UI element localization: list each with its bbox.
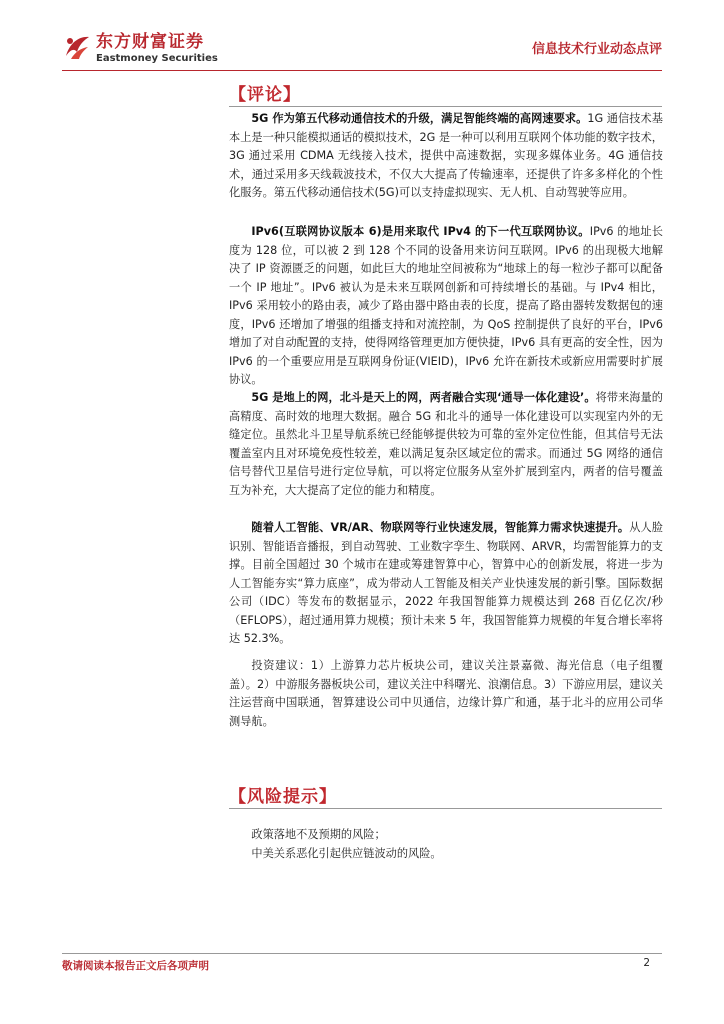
paragraph-body: 1G 通信技术基本上是一种只能模拟通话的模拟技术，2G 是一种可以利用互联网个体功能的数字技术，3G 通过采用 CDMA 无线接入技术，提供中高速数据，实现多媒体业务。4G 通信技术，通过采用多天线载波技术，不仅大大提高了传输速率，还提供了许多多样化的个性化服务。第五代移动通信技术(5G)可以支持虚拟现实、无人机、自动驾驶等应用。 — [229, 112, 663, 199]
section-title-risk: 【风险提示】 — [229, 787, 337, 807]
risk-list — [229, 826, 663, 863]
header-divider — [62, 70, 662, 71]
paragraph-body: 将带来海量的高精度、高时效的地理大数据。融合 5G 和北斗的通导一体化建设可以实现室内外的无缝定位。虽然北斗卫星导航系统已经能够提供较为可靠的室外定位性能，但其信号无法覆盖室内且对环境免疫性较差，难以满足复杂区域定位的需求。而通过 5G 网络的通信信号替代卫星信号进行定位导航，可以将定位服务从室外扩展到室内，两者的信号覆盖互为补充，大大提高了定位的能力和精度。 — [229, 391, 663, 497]
paragraph-lead: IPv6(互联网协议版本 6)是用来取代 IPv4 的下一代互联网协议。 — [251, 225, 590, 238]
paragraph-computing-power — [229, 519, 663, 649]
paragraph-lead: 5G 是地上的网，北斗是天上的网，两者融合实现‘通导一体化建设’。 — [251, 391, 596, 404]
paragraph-ipv6 — [229, 223, 663, 390]
eastmoney-logo-icon — [62, 32, 92, 62]
company-logo — [62, 32, 218, 65]
section-divider — [229, 808, 662, 809]
paragraph-body: 投资建议：1）上游算力芯片板块公司，建议关注景嘉微、海光信息（电子组覆盖）。2）中游服务器板块公司，建议关注中科曙光、浪潮信息。3）下游应用层，建议关注运营商中国联通，智算建设公司中贝通信，边缘计算广和通，基于北斗的应用公司华测导航。 — [229, 659, 663, 728]
paragraph-body: IPv6 的地址长度为 128 位，可以被 2 到 128 个不同的设备用来访问互联网。IPv6 的出现极大地解决了 IP 资源匮乏的问题，如此巨大的地址空间被称为“地球上的每一粒沙子都可以配备一个 IP 地址”。IPv6 被认为是未来互联网创新和可持续增长的基础。与 IPv4 相比，IPv6 采用较小的路由表，减少了路由器中路由表的长度，提高了路由器转发数据包的速度，IPv6 还增加了增强的组播支持和对流控制，为 QoS 控制提供了良好的平台，IPv6 增加了对自动配置的支持，使得网络管理更加方便快捷，IPv6 具有更高的安全性，因为 IPv6 的一个重要应用是互联网身份证(VIEID)，IPv6 允许在新技术或新应用需要时扩展协议。 — [229, 225, 663, 386]
report-type-label: 信息技术行业动态点评 — [531, 42, 662, 57]
paragraph-lead: 随着人工智能、VR/AR、物联网等行业快速发展，智能算力需求快速提升。 — [251, 521, 630, 534]
footer-divider — [62, 953, 662, 954]
logo-english-name: Eastmoney Securities — [96, 53, 218, 64]
risk-item: 中美关系恶化引起供应链波动的风险。 — [251, 846, 442, 860]
logo-chinese-name: 东方财富证券 — [96, 32, 204, 52]
page-header — [0, 0, 724, 78]
page-number: 2 — [643, 957, 650, 969]
section-title-comment: 【评论】 — [229, 85, 301, 105]
risk-item: 政策落地不及预期的风险； — [251, 828, 386, 841]
paragraph-beidou — [229, 389, 663, 500]
paragraph-lead: 5G 作为第五代移动通信技术的升级，满足智能终端的高网速要求。 — [251, 112, 588, 125]
footer-disclaimer-note: 敬请阅读本报告正文后各项声明 — [62, 960, 209, 972]
paragraph-body: 从人脸识别、智能语音播报，到自动驾驶、工业数字孪生、物联网、ARVR，均需智能算力的支撑。目前全国超过 30 个城市在建或筹建智算中心，智算中心的创新发展，将进一步为人工智能夯实“算力底座”，成为带动人工智能及相关产业快速发展的新引擎。国际数据公司（IDC）等发布的数据显示，2022 年我国智能算力规模达到 268 百亿亿次/秒（EFLOPS），超过通用算力规模；预计未来 5 年，我国智能算力规模的年复合增长率将达 52.3%。 — [229, 521, 663, 645]
section-divider — [229, 106, 662, 107]
paragraph-investment-advice — [229, 657, 663, 731]
paragraph-5g — [229, 110, 663, 203]
